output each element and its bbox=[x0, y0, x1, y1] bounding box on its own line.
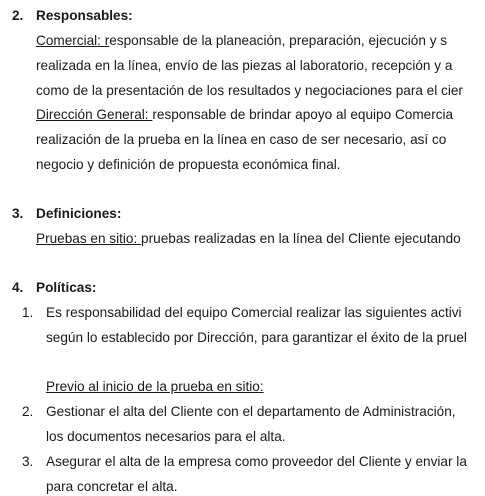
responsables-line-5: realización de la prueba en la línea en caso de ser necesario, así co bbox=[36, 132, 447, 147]
politica-item-1-line-2: según lo establecido por Dirección, para garantizar el éxito de la pruel bbox=[46, 330, 467, 345]
comercial-text: esponsable de la planeación, preparación, ejecución y s bbox=[109, 33, 448, 48]
direccion-general-text: responsable de brindar apoyo al equipo Comercia bbox=[152, 107, 454, 122]
responsables-line-3: como de la presentación de los resultados y negociaciones para el cier bbox=[36, 83, 463, 98]
comercial-label: Comercial: r bbox=[36, 33, 110, 48]
politica-item-1-number: 1. bbox=[22, 305, 34, 320]
section-3-title: Definiciones: bbox=[36, 206, 122, 221]
section-3-number: 3. bbox=[12, 206, 24, 221]
politica-item-2-line-1: Gestionar el alta del Cliente con el departamento de Administración, bbox=[46, 404, 456, 419]
politica-item-1-line-1: Es responsabilidad del equipo Comercial realizar las siguientes activi bbox=[46, 305, 462, 320]
responsables-line-2: realizada en la línea, envío de las piezas al laboratorio, recepción y a bbox=[36, 58, 453, 73]
section-2-title: Responsables: bbox=[36, 8, 133, 23]
politicas-subheading: Previo al inicio de la prueba en sitio: bbox=[46, 379, 264, 394]
direccion-general-label: Dirección General: bbox=[36, 107, 153, 122]
pruebas-en-sitio-label: Pruebas en sitio: bbox=[36, 231, 142, 246]
definiciones-line-1 bbox=[36, 230, 461, 248]
politica-item-3-number: 3. bbox=[22, 454, 34, 469]
politica-item-2-number: 2. bbox=[22, 404, 34, 419]
responsables-line-4 bbox=[36, 106, 453, 124]
politica-item-3-line-1: Asegurar el alta de la empresa como proveedor del Cliente y enviar la bbox=[46, 454, 467, 469]
section-2-number: 2. bbox=[12, 8, 24, 23]
politica-item-2-line-2: los documentos necesarios para el alta. bbox=[46, 429, 286, 444]
pruebas-en-sitio-text: pruebas realizadas en la línea del Cliente ejecutando bbox=[141, 231, 461, 246]
responsables-line-6: negocio y definición de propuesta económica final. bbox=[36, 157, 341, 172]
section-4-title: Políticas: bbox=[36, 280, 97, 295]
politica-item-3-line-2: para concretar el alta. bbox=[46, 479, 178, 494]
responsables-line-1 bbox=[36, 32, 447, 50]
section-4-number: 4. bbox=[12, 280, 24, 295]
